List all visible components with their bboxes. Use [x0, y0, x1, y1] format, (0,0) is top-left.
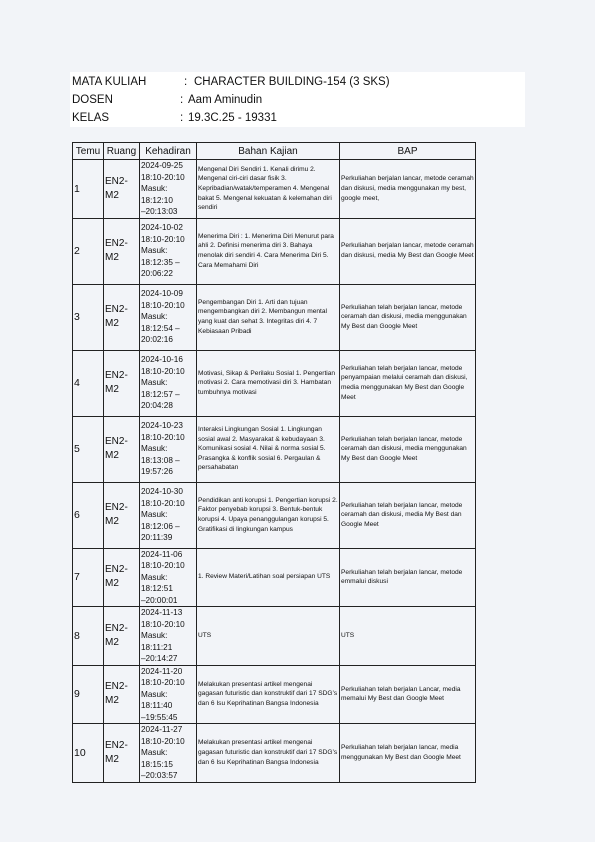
- table-row: [73, 724, 476, 783]
- column-header-topic: Bahan Kajian: [197, 143, 340, 160]
- table-row: [73, 482, 476, 548]
- column-header-bap: BAP: [340, 143, 476, 160]
- attendance-login: Masuk:: [141, 378, 168, 388]
- attendance-cell: [140, 350, 197, 416]
- room-cell: EN2-M2: [104, 416, 140, 482]
- attendance-time: 18:10-20:10: [141, 736, 185, 746]
- table-row: [73, 607, 476, 666]
- attendance-logout: 18:12:06 – 20:11:39: [141, 521, 180, 543]
- attendance-login: Masuk:: [141, 510, 168, 520]
- bap-cell: Perkuliahan telah berjalan Lancar, media memalui My Best dan Google Meet: [340, 665, 476, 724]
- bap-cell: Perkuliahan telah berjalan lancar, metode ceramah dan diskusi, media menggunakan My Best dan Google Meet: [340, 416, 476, 482]
- class-colon: :: [180, 112, 184, 124]
- meeting-number: 7: [73, 548, 104, 607]
- attendance-cell: [140, 482, 197, 548]
- attendance-cell: [140, 218, 197, 284]
- table-row: [73, 416, 476, 482]
- attendance-logout: –20:14:27: [141, 654, 178, 663]
- meeting-number: 6: [73, 482, 104, 548]
- topic-cell: Interaksi Lingkungan Sosial 1. Lingkungan sosial awal 2. Masyarakat & kebudayaan 3. Komunikasi sosial 4. Nilai & norma sosial 5. Prasangka & konflik sosial 6. Pergaulan & persahabatan: [197, 416, 340, 482]
- attendance-logout: 18:13:08 – 19:57:26: [141, 455, 180, 477]
- topic-cell: Melakukan presentasi artikel mengenai gagasan futuristic dan konstruktif dari 17 SDG’s dan 6 Isu Keprihatinan Bangsa Indonesia: [197, 665, 340, 724]
- attendance-time: 18:10-20:10: [141, 498, 185, 508]
- attendance-date: 2024-10-16: [141, 355, 183, 365]
- room-cell: EN2-M2: [104, 482, 140, 548]
- table-row: [73, 665, 476, 724]
- topic-cell: Menerima Diri : 1. Menerima Diri Menurut para ahli 2. Definisi menerima diri 3. Bahaya menolak diri sendiri 4. Cara Menerima Diri 5. Cara Memahami Diri: [197, 218, 340, 284]
- meeting-number: 2: [73, 218, 104, 284]
- attendance-time: 18:10-20:10: [141, 234, 185, 244]
- attendance-time: 18:10-20:10: [141, 300, 185, 310]
- room-cell: EN2-M2: [104, 548, 140, 607]
- attendance-login: Masuk: 18:11:40: [141, 689, 173, 710]
- room-cell: EN2-M2: [104, 160, 140, 219]
- bap-cell: UTS: [340, 607, 476, 666]
- attendance-date: 2024-11-27: [141, 725, 183, 734]
- attendance-logout: –20:00:01: [141, 595, 178, 605]
- course-label: MATA KULIAH: [72, 76, 147, 88]
- table-row: [73, 350, 476, 416]
- meeting-number: 3: [73, 284, 104, 350]
- attendance-time: 18:10-20:10: [141, 366, 185, 376]
- attendance-time: 18:10-20:10: [141, 432, 185, 442]
- attendance-time: 18:10-20:10: [141, 678, 185, 687]
- bap-cell: Perkuliahan berjalan lancar, metode ceramah dan diskusi, media menggunakan my best, google meet,: [340, 160, 476, 219]
- meeting-number: 5: [73, 416, 104, 482]
- class-value: 19.3C.25 - 19331: [188, 112, 277, 124]
- room-cell: EN2-M2: [104, 350, 140, 416]
- attendance-logout: 18:12:54 – 20:02:16: [141, 323, 180, 345]
- column-header-room: Ruang: [104, 143, 140, 160]
- meeting-number: 10: [73, 724, 104, 783]
- attendance-login: Masuk: 18:15:15: [141, 748, 173, 769]
- attendance-cell: [140, 548, 197, 607]
- table-row: [73, 548, 476, 607]
- attendance-cell: [140, 665, 197, 724]
- course-info-panel: [70, 72, 525, 127]
- attendance-date: 2024-10-09: [141, 289, 183, 299]
- attendance-login: Masuk:: [141, 444, 168, 454]
- room-cell: EN2-M2: [104, 724, 140, 783]
- attendance-date: 2024-11-13: [141, 608, 183, 617]
- course-value: CHARACTER BUILDING-154 (3 SKS): [194, 76, 390, 88]
- meeting-number: 9: [73, 665, 104, 724]
- topic-cell: 1. Review Materi/Latihan soal persiapan UTS: [197, 548, 340, 607]
- lecturer-value: Aam Aminudin: [188, 94, 263, 106]
- meeting-number: 8: [73, 607, 104, 666]
- topic-cell: Motivasi, Sikap & Perilaku Sosial 1. Pengertian motivasi 2. Cara memotivasi diri 3. Hambatan tumbuhnya motivasi: [197, 350, 340, 416]
- table-row: [73, 218, 476, 284]
- attendance-logout: –20:13:03: [141, 207, 178, 216]
- attendance-date: 2024-11-20: [141, 666, 183, 676]
- topic-cell: Mengenal Diri Sendiri 1. Kenali dirimu 2. Mengenal ciri-ciri dasar fisik 3. Kepribadian/watak/temperamen 4. Mengenal bakat 5. Mengenal kekuatan & kelemahan diri sendiri: [197, 160, 340, 219]
- attendance-logout: 18:12:57 – 20:04:28: [141, 389, 180, 411]
- topic-cell: UTS: [197, 607, 340, 666]
- attendance-time: 18:10-20:10: [141, 561, 185, 570]
- attendance-date: 2024-11-06: [141, 549, 183, 559]
- attendance-login: Masuk: 18:11:21: [141, 631, 173, 652]
- topic-cell: Pendidikan anti korupsi 1. Pengertian korupsi 2. Faktor penyebab korupsi 3. Bentuk-bentuk korupsi 4. Upaya penanggulangan korupsi 5. Gratifikasi di lingkungan kampus: [197, 482, 340, 548]
- topic-cell: Pengembangan Diri 1. Arti dan tujuan mengembangkan diri 2. Membangun mental yang kuat dan sehat 3. Integritas diri 4. 7 Kebiasaan Pribadi: [197, 284, 340, 350]
- table-header-row: [73, 143, 476, 160]
- attendance-cell: [140, 160, 197, 219]
- bap-cell: Perkuliahan telah berjalan lancar, metode ceramah dan diskusi, media menggunakan My Best dan Google Meet: [340, 284, 476, 350]
- table-row: [73, 160, 476, 219]
- bap-cell: Perkuliahan telah berjalan lancar, metode penyampaian melalui ceramah dan diskusi, media menggunakan My Best dan Google Meet: [340, 350, 476, 416]
- meeting-number: 4: [73, 350, 104, 416]
- attendance-table: [72, 142, 476, 783]
- attendance-logout: 18:12:35 – 20:06:22: [141, 257, 180, 279]
- attendance-login: Masuk: 18:12:51: [141, 572, 173, 593]
- topic-cell: Melakukan presentasi artikel mengenai gagasan futuristic dan konstruktif dari 17 SDG’s dan 6 Isu Keprihatinan Bangsa Indonesia: [197, 724, 340, 783]
- attendance-login: Masuk:: [141, 312, 168, 322]
- lecturer-colon: :: [180, 94, 184, 106]
- attendance-date: 2024-10-30: [141, 487, 183, 497]
- room-cell: EN2-M2: [104, 607, 140, 666]
- room-cell: EN2-M2: [104, 218, 140, 284]
- attendance-cell: [140, 284, 197, 350]
- column-header-meeting: Temu: [73, 143, 104, 160]
- attendance-login: Masuk: 18:12:10: [141, 184, 173, 205]
- attendance-cell: [140, 416, 197, 482]
- attendance-time: 18:10-20:10: [141, 619, 185, 629]
- column-header-attendance: Kehadiran: [140, 143, 197, 160]
- course-colon: :: [184, 76, 188, 88]
- bap-cell: Perkuliahan telah berjalan lancar, metode ceramah dan diskusi, media My Best dan Google Meet: [340, 482, 476, 548]
- attendance-cell: [140, 607, 197, 666]
- attendance-date: 2024-10-02: [141, 223, 183, 233]
- bap-cell: Perkuliahan telah berjalan lancar, metode emmalui diskusi: [340, 548, 476, 607]
- attendance-login: Masuk:: [141, 246, 168, 256]
- room-cell: EN2-M2: [104, 665, 140, 724]
- attendance-logout: –20:03:57: [141, 771, 178, 780]
- table-row: [73, 284, 476, 350]
- bap-cell: Perkuliahan telah berjalan lancar, media menggunakan My Best dan Google Meet: [340, 724, 476, 783]
- lecturer-label: DOSEN: [72, 94, 113, 106]
- attendance-logout: –19:55:45: [141, 712, 178, 722]
- attendance-cell: [140, 724, 197, 783]
- meeting-number: 1: [73, 160, 104, 219]
- attendance-time: 18:10-20:10: [141, 172, 185, 182]
- class-label: KELAS: [72, 112, 110, 124]
- attendance-date: 2024-09-25: [141, 161, 183, 170]
- attendance-date: 2024-10-23: [141, 421, 183, 431]
- bap-cell: Perkuliahan berjalan lancar, metode ceramah dan diskusi, media My Best dan Google Meet: [340, 218, 476, 284]
- room-cell: EN2-M2: [104, 284, 140, 350]
